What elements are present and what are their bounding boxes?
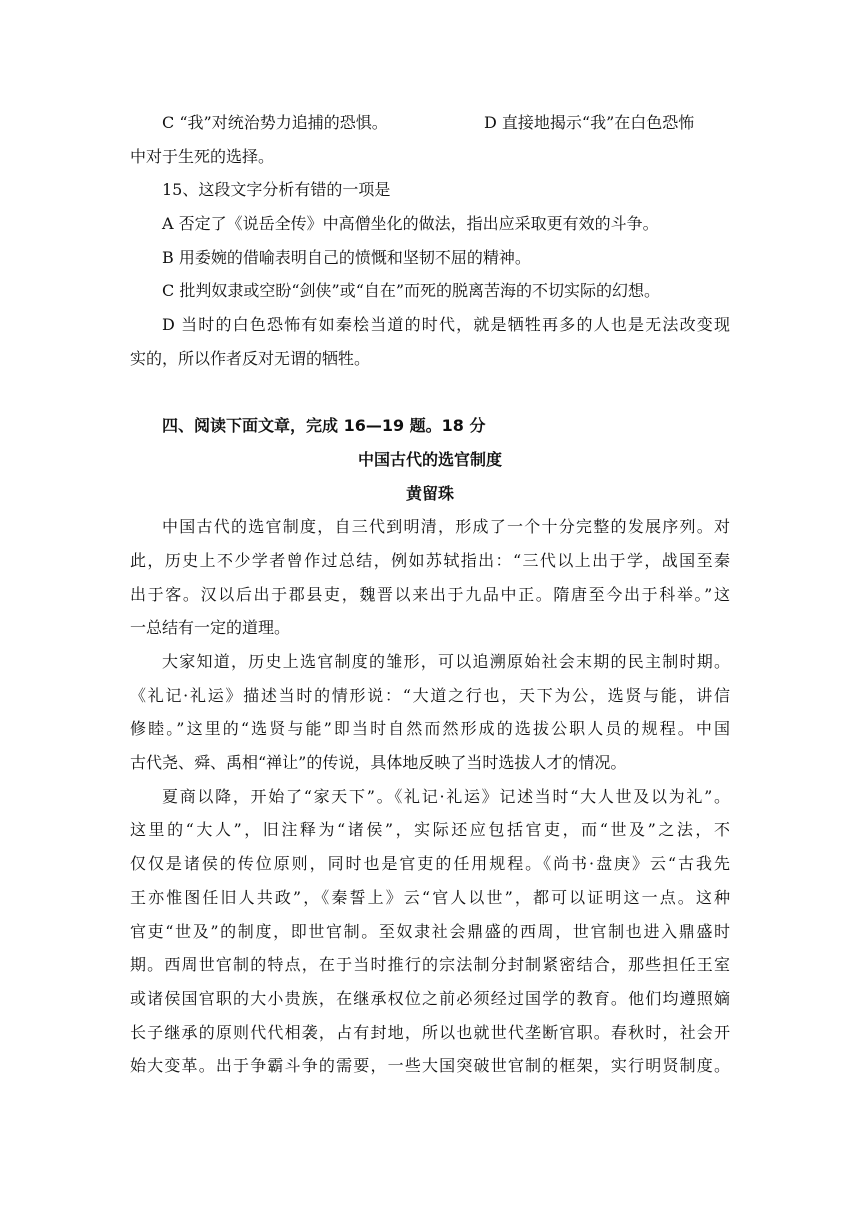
page-content — [130, 106, 730, 1083]
article-paragraph-1 — [130, 510, 730, 645]
paragraph-line: 王亦惟图任旧人共政”，《秦誓上》云“官人以世”，都可以证明这一点。这种 — [130, 887, 730, 907]
q14-option-d-start: D 直接地揭示“我”在白色恐怖 — [484, 113, 695, 132]
paragraph-line: 仅仅是诸侯的传位原则，同时也是官吏的任用规程。《尚书·盘庚》云“古我先 — [130, 854, 730, 874]
paragraph-line: 中国古代的选官制度，自三代到明清，形成了一个十分完整的发展序列。对 — [162, 517, 730, 537]
paragraph-line: 或诸侯国官职的大小贵族，在继承权位之前必须经过国学的教育。他们均遵照嫡 — [130, 988, 730, 1008]
article-paragraph-2 — [130, 645, 730, 780]
section-gap — [130, 376, 730, 410]
paragraph-line: 官吏“世及”的制度，即世官制。至奴隶社会鼎盛的西周，世官制也进入鼎盛时 — [130, 921, 730, 941]
paragraph-line: 古代尧、舜、禹相“禅让”的传说，具体地反映了当时选拔人才的情况。 — [130, 753, 627, 773]
paragraph-line: 大家知道，历史上选官制度的雏形，可以追溯原始社会末期的民主制时期。 — [162, 652, 730, 671]
paragraph-line: 出于客。汉以后出于郡县吏，魏晋以来出于九品中正。隋唐至今出于科举。”这 — [130, 584, 730, 604]
article-paragraph-3 — [130, 780, 730, 1083]
paragraph-line: 这里的“大人”，旧注释为“诸侯”，实际还应包括官吏，而“世及”之法，不 — [130, 820, 730, 840]
q15-option-a: A 否定了《说岳全传》中高僧坐化的做法，指出应采取更有效的斗争。 — [162, 214, 659, 234]
q15-option-d-line-1: D 当时的白色恐怖有如秦桧当道的时代，就是牺牲再多的人也是无法改变现 — [162, 315, 730, 335]
q15-option-b: B 用委婉的借喻表明自己的愤慨和坚韧不屈的精神。 — [162, 247, 531, 267]
paragraph-line: 此，历史上不少学者曾作过总结，例如苏轼指出：“三代以上出于学，战国至秦 — [130, 550, 730, 570]
q14-options-c-d-row — [130, 106, 730, 140]
article-title: 中国古代的选官制度 — [357, 449, 502, 469]
article-author: 黄留珠 — [405, 483, 454, 503]
paragraph-line: 期。西周世官制的特点，在于当时推行的宗法制分封制紧密结合，那些担任王室 — [130, 955, 730, 975]
paragraph-line: 长子继承的原则代代相袭，占有封地，所以也就世代垄断官职。春秋时，社会开 — [130, 1022, 730, 1042]
paragraph-line: 始大变革。出于争霸斗争的需要，一些大国突破世官制的框架，实行明贤制度。 — [130, 1056, 730, 1076]
q15-stem: 15、这段文字分析有错的一项是 — [162, 180, 391, 200]
paragraph-line: 修睦。”这里的“选贤与能”即当时自然而然形成的选拔公职人员的规程。中国 — [130, 719, 730, 739]
q15-option-c: C 批判奴隶或空盼“剑侠”或“自在”而死的脱离苦海的不切实际的幻想。 — [162, 281, 661, 301]
paragraph-line: 一总结有一定的道理。 — [130, 618, 291, 638]
paragraph-line: 《礼记·礼运》描述当时的情形说：“大道之行也，天下为公，选贤与能，讲信 — [130, 685, 730, 705]
q14-option-d-end: 中对于生死的选择。 — [130, 146, 275, 166]
paragraph-line: 夏商以降，开始了“家天下”。《礼记·礼运》记述当时“大人世及以为礼”。 — [162, 786, 730, 806]
q14-option-c: C “我”对统治势力追捕的恐惧。 — [162, 113, 388, 132]
q15-option-d-line-2: 实的，所以作者反对无谓的牺牲。 — [130, 348, 371, 368]
section-heading: 四、阅读下面文章，完成 16—19 题。18 分 — [162, 416, 486, 436]
